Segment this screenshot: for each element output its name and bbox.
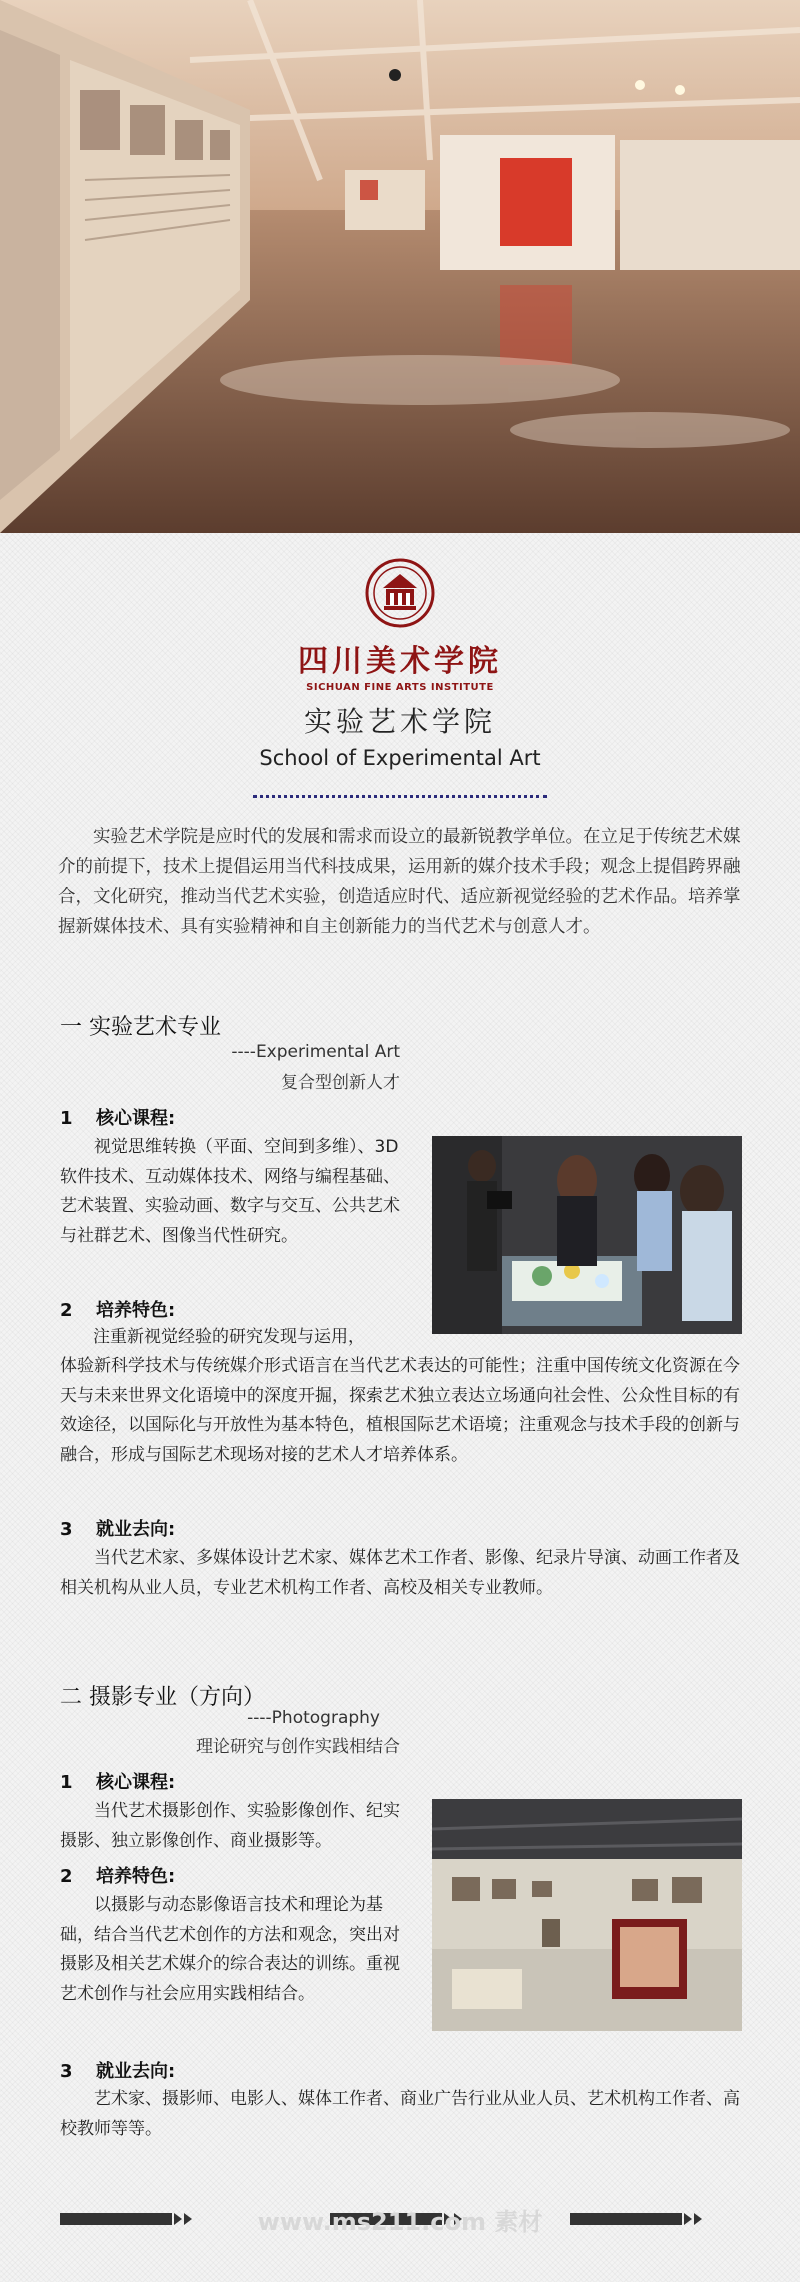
s2-item3-text: 艺术家、摄影师、电影人、媒体工作者、商业广告行业从业人员、艺术机构工作者、高校教师等等。 [60,2089,740,2139]
dotted-divider [253,795,547,798]
section1-subtitle-cn: 复合型创新人才 [281,1073,400,1093]
s2-item2-text: 以摄影与动态影像语言技术和理论为基础，结合当代艺术创作的方法和观念，突出对摄影及相关艺术媒介的综合表达的训练。重视艺术创作与社会应用实践相结合。 [60,1895,400,2004]
section2-title: 二 摄影专业（方向） [60,1685,265,1710]
exhibition-photo [432,1799,742,2031]
s2-item3-heading: 3 就业去向: [60,2061,176,2082]
logo-script-text: 四川美术学院 [298,644,502,679]
intro-paragraph: 实验艺术学院是应时代的发展和需求而设立的最新锐教学单位。在立足于传统艺术媒介的前提下，技术上提倡运用当代科技成果，运用新的媒介技术手段；观念上提倡跨界融合，文化研究，推动当代艺术实验，创造适应时代、适应新视觉经验的艺术作品。培养掌握新媒体技术、具有实验精神和自主创新能力的当代艺术与创意人才。 [58,827,741,937]
school-logo [0,558,800,693]
section2-subtitle-cn: 理论研究与创作实践相结合 [196,1737,400,1757]
footer-arrow-bar-right [570,2210,710,2222]
school-title-en: School of Experimental Art [259,746,541,770]
s1-item3-text: 当代艺术家、多媒体设计艺术家、媒体艺术工作者、影像、纪录片导演、动画工作者及相关机构从业人员，专业艺术机构工作者、高校及相关专业教师。 [60,1548,740,1598]
s2-item1-text: 当代艺术摄影创作、实验影像创作、纪实摄影、独立影像创作、商业摄影等。 [60,1801,400,1851]
s1-item2-text-b: 体验新科学技术与传统媒介形式语言在当代艺术表达的可能性；注重中国传统文化资源在今天与未来世界文化语境中的深度开掘，探索艺术独立表达立场通向社会性、公众性目标的有效途径，以国际化与开放性为基本特色，植根国际艺术语境；注重观念与技术手段的创新与融合，形成与国际艺术现场对接的艺术人才培养体系。 [60,1356,740,1465]
hero-gallery-photo [0,0,800,533]
s2-item1-heading: 1 核心课程: [60,1772,176,1793]
logo-en-text: SICHUAN FINE ARTS INSTITUTE [306,682,494,693]
workshop-photo [432,1136,742,1334]
footer-arrow-bar-left [60,2210,200,2222]
section1-title: 一 实验艺术专业 [60,1015,221,1040]
s2-item2-heading: 2 培养特色: [60,1866,176,1887]
s1-item1-heading: 1 核心课程: [60,1108,176,1129]
section2-subtitle-en: ----Photography [247,1708,380,1728]
school-title-cn: 实验艺术学院 [303,705,496,738]
section1-subtitle-en: ----Experimental Art [231,1042,400,1062]
s1-item1-text: 视觉思维转换（平面、空间到多维）、3D软件技术、互动媒体技术、网络与编程基础、艺术装置、实验动画、数字与交互、公共艺术与社群艺术、图像当代性研究。 [60,1137,400,1246]
s1-item2-heading: 2 培养特色: [60,1300,176,1321]
s1-item2-text-a: 注重新视觉经验的研究发现与运用， [93,1327,365,1347]
seal-emblem-icon [365,558,435,628]
watermark-text: www.ms211.com 素材 [257,2208,543,2236]
s1-item3-heading: 3 就业去向: [60,1519,176,1540]
